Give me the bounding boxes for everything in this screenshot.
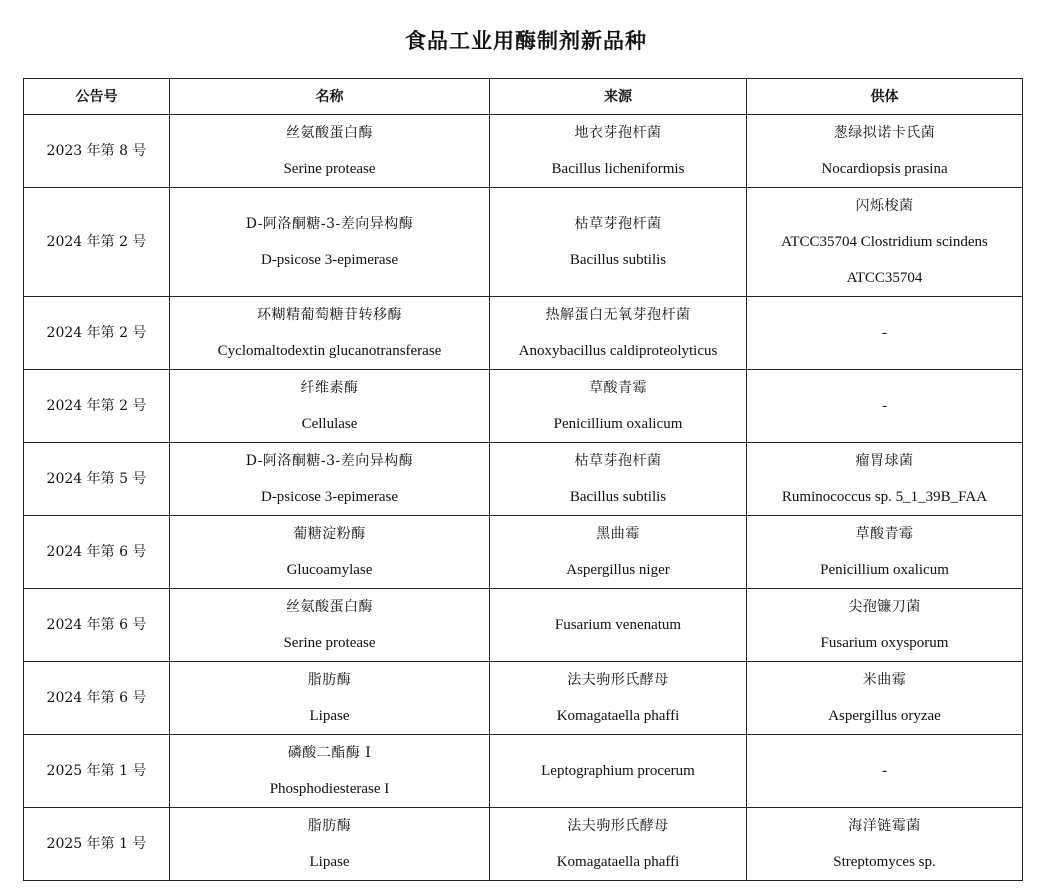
cell-source	[490, 297, 747, 370]
cell-notice	[24, 589, 170, 662]
cell-source	[490, 735, 747, 808]
cell-name	[170, 516, 490, 589]
cell-name	[170, 370, 490, 443]
header-donor: 供体	[747, 79, 1023, 115]
cell-notice	[24, 808, 170, 881]
cell-notice	[24, 297, 170, 370]
donor-line: -	[882, 398, 887, 414]
donor-line: 尖孢镰刀菌	[848, 599, 921, 615]
name-cn: 脂肪酶	[307, 672, 352, 688]
source-en: Bacillus subtilis	[569, 252, 667, 268]
header-notice: 公告号	[24, 79, 170, 115]
cell-donor	[747, 443, 1023, 516]
cell-donor	[747, 516, 1023, 589]
table-row	[24, 808, 1023, 881]
cell-notice	[24, 188, 170, 297]
donor-line: Streptomyces sp.	[833, 854, 936, 870]
cell-name	[170, 808, 490, 881]
name-en: D-psicose 3-epimerase	[260, 252, 399, 268]
name-en: Serine protease	[283, 161, 376, 177]
source-cn: 法夫驹形氏酵母	[567, 818, 669, 834]
cell-name	[170, 735, 490, 808]
name-en: Phosphodiesterase I	[269, 781, 390, 797]
cell-name	[170, 115, 490, 188]
cell-source	[490, 115, 747, 188]
table-row	[24, 297, 1023, 370]
cell-name	[170, 297, 490, 370]
name-cn: 磷酸二酯酶 I	[287, 745, 372, 761]
notice-text: 2025 年第 1 号	[46, 836, 147, 852]
name-en: D-psicose 3-epimerase	[260, 489, 399, 505]
name-cn: 脂肪酶	[307, 818, 352, 834]
name-cn: 葡糖淀粉酶	[293, 526, 366, 542]
source-en: Komagataella phaffi	[556, 854, 680, 870]
cell-donor	[747, 297, 1023, 370]
source-cn: 枯草芽孢杆菌	[574, 453, 662, 469]
table-header-row	[24, 79, 1023, 115]
cell-notice	[24, 443, 170, 516]
notice-text: 2024 年第 6 号	[46, 544, 147, 560]
notice-text: 2024 年第 6 号	[46, 690, 147, 706]
cell-donor	[747, 662, 1023, 735]
donor-line: 葱绿拟诺卡氏菌	[833, 125, 936, 141]
table-body	[24, 115, 1023, 881]
name-en: Lipase	[309, 854, 350, 870]
cell-donor	[747, 370, 1023, 443]
cell-notice	[24, 370, 170, 443]
name-cn: 丝氨酸蛋白酶	[286, 125, 373, 141]
donor-line: 草酸青霉	[855, 526, 914, 542]
cell-name	[170, 662, 490, 735]
donor-line: Fusarium oxysporum	[820, 635, 949, 651]
cell-name	[170, 443, 490, 516]
donor-line: -	[882, 763, 887, 779]
cell-notice	[24, 115, 170, 188]
cell-source	[490, 589, 747, 662]
donor-line: ATCC35704	[846, 270, 923, 286]
source-cn: 法夫驹形氏酵母	[567, 672, 669, 688]
name-en: Lipase	[309, 708, 350, 724]
cell-source	[490, 370, 747, 443]
source-cn: 草酸青霉	[589, 380, 647, 396]
cell-source	[490, 516, 747, 589]
notice-text: 2024 年第 2 号	[46, 234, 147, 250]
source-cn: 黑曲霉	[596, 526, 640, 542]
cell-donor	[747, 808, 1023, 881]
name-cn: D-阿洛酮糖-3-差向异构酶	[245, 453, 414, 469]
cell-name	[170, 188, 490, 297]
table-row	[24, 516, 1023, 589]
source-en: Fusarium venenatum	[554, 617, 682, 633]
name-en: Cellulase	[301, 416, 358, 432]
donor-line: Aspergillus oryzae	[828, 708, 941, 724]
source-en: Leptographium procerum	[541, 763, 695, 779]
source-en: Bacillus licheniformis	[551, 161, 685, 177]
cell-source	[490, 808, 747, 881]
cell-source	[490, 188, 747, 297]
source-cn: 地衣芽孢杆菌	[574, 125, 662, 141]
table-row	[24, 589, 1023, 662]
donor-line: 海洋链霉菌	[848, 818, 921, 834]
name-en: Serine protease	[283, 635, 376, 651]
cell-notice	[24, 735, 170, 808]
source-en: Bacillus subtilis	[569, 489, 667, 505]
header-name: 名称	[170, 79, 490, 115]
cell-donor	[747, 115, 1023, 188]
cell-notice	[24, 662, 170, 735]
name-cn: 丝氨酸蛋白酶	[286, 599, 373, 615]
cell-source	[490, 662, 747, 735]
table-row	[24, 188, 1023, 297]
table-row	[24, 115, 1023, 188]
cell-source	[490, 443, 747, 516]
cell-notice	[24, 516, 170, 589]
source-en: Komagataella phaffi	[556, 708, 680, 724]
source-cn: 热解蛋白无氧芽孢杆菌	[545, 307, 691, 323]
source-en: Penicillium oxalicum	[553, 416, 683, 432]
notice-text: 2023 年第 8 号	[46, 143, 147, 159]
cell-donor	[747, 589, 1023, 662]
notice-text: 2024 年第 2 号	[46, 398, 147, 414]
notice-text: 2024 年第 6 号	[46, 617, 147, 633]
name-cn: 纤维素酶	[300, 380, 359, 396]
donor-line: 米曲霉	[862, 672, 907, 688]
name-cn: D-阿洛酮糖-3-差向异构酶	[245, 216, 414, 232]
name-cn: 环糊精葡萄糖苷转移酶	[257, 307, 402, 323]
table-row	[24, 662, 1023, 735]
page-title: 食品工业用酶制剂新品种	[405, 29, 647, 53]
donor-line: 闪烁梭菌	[855, 198, 914, 214]
cell-donor	[747, 735, 1023, 808]
header-source: 来源	[490, 79, 747, 115]
table-row	[24, 370, 1023, 443]
donor-line: Ruminococcus sp. 5_1_39B_FAA	[781, 489, 988, 505]
table-row	[24, 735, 1023, 808]
source-cn: 枯草芽孢杆菌	[574, 216, 662, 232]
notice-text: 2024 年第 2 号	[46, 325, 147, 341]
notice-text: 2025 年第 1 号	[46, 763, 147, 779]
name-en: Glucoamylase	[286, 562, 373, 578]
cell-donor	[747, 188, 1023, 297]
donor-line: 瘤胃球菌	[855, 453, 914, 469]
source-en: Anoxybacillus caldiproteolyticus	[518, 343, 718, 359]
donor-line: -	[882, 325, 887, 341]
donor-line: ATCC35704 Clostridium scindens	[781, 234, 988, 250]
table-row	[24, 443, 1023, 516]
name-en: Cyclomaltodextin glucanotransferase	[217, 343, 442, 359]
donor-line: Penicillium oxalicum	[820, 562, 949, 578]
enzyme-table	[23, 78, 1023, 881]
cell-name	[170, 589, 490, 662]
donor-line: Nocardiopsis prasina	[821, 161, 948, 177]
source-en: Aspergillus niger	[566, 562, 670, 578]
notice-text: 2024 年第 5 号	[46, 471, 147, 487]
